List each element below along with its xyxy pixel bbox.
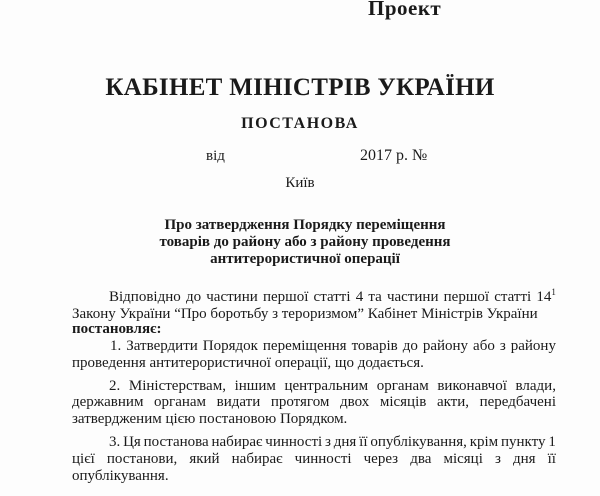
word: частини bbox=[386, 289, 439, 305]
item-2-line-1 bbox=[109, 378, 556, 395]
word: переміщення bbox=[262, 338, 347, 354]
decision-keyword: постановляє: bbox=[72, 321, 162, 337]
word: два bbox=[410, 451, 432, 467]
word: 3. bbox=[109, 434, 121, 450]
word: акти, bbox=[436, 394, 470, 410]
word: постанови, bbox=[106, 451, 178, 467]
word: з bbox=[499, 338, 506, 354]
word: з bbox=[325, 434, 331, 450]
word: $14^1$ bbox=[536, 287, 556, 305]
word: та bbox=[368, 289, 382, 305]
word: статті bbox=[313, 289, 351, 305]
word: району bbox=[510, 338, 556, 354]
word: дня bbox=[333, 434, 357, 450]
word: який bbox=[189, 451, 220, 467]
resolution-title-line-2: товарів до району або з району проведення bbox=[159, 234, 451, 250]
word: Затвердити bbox=[126, 338, 198, 354]
word: влади, bbox=[515, 378, 556, 394]
word: виконавчої bbox=[437, 378, 507, 394]
word: передбачені bbox=[479, 394, 556, 410]
word: або bbox=[473, 338, 495, 354]
word: 2. bbox=[109, 378, 121, 394]
word: чинності bbox=[265, 434, 323, 450]
word: органам bbox=[154, 394, 207, 410]
word: першої bbox=[262, 289, 309, 305]
superscript-mark: 1 bbox=[551, 287, 556, 297]
word: 4 bbox=[355, 289, 364, 305]
word: органам bbox=[376, 378, 429, 394]
word: Відповідно bbox=[109, 289, 181, 305]
word: через bbox=[363, 451, 399, 467]
word: 1. bbox=[110, 338, 122, 354]
item-3-line-2 bbox=[72, 451, 556, 468]
word: чинності bbox=[294, 451, 352, 467]
word: статті bbox=[494, 289, 532, 305]
organization-heading: КАБІНЕТ МІНІСТРІВ УКРАЇНИ bbox=[105, 74, 495, 101]
item-2-line-2 bbox=[72, 394, 556, 411]
word: до bbox=[185, 289, 202, 305]
preamble-line-1 bbox=[109, 289, 556, 306]
date-year-number: 2017 р. № bbox=[360, 147, 428, 164]
preamble-line-2-text: Закону України “Про боротьбу з тероризмом” Кабінет Міністрів України bbox=[72, 306, 538, 322]
document-type-heading: ПОСТАНОВА bbox=[241, 115, 359, 132]
word: Ця bbox=[123, 434, 141, 450]
word: частини bbox=[206, 289, 258, 305]
word: до bbox=[402, 338, 418, 354]
word: набирає bbox=[211, 434, 263, 450]
word: 1 bbox=[548, 434, 556, 450]
item-2-line-3: затвердженим цією постановою Порядком. bbox=[72, 411, 348, 427]
word: дня bbox=[512, 451, 536, 467]
word: постанова bbox=[143, 434, 209, 450]
item-3-line-3: опублікування. bbox=[72, 468, 169, 484]
word: крім bbox=[469, 434, 499, 450]
item-3-line-1 bbox=[109, 434, 556, 451]
date-prefix: від bbox=[206, 148, 225, 164]
item-1-line-1 bbox=[110, 338, 556, 355]
word: місяців bbox=[379, 394, 427, 410]
word: державним bbox=[72, 394, 144, 410]
word: району bbox=[422, 338, 469, 354]
word: першої bbox=[443, 289, 490, 305]
draft-label: Проект bbox=[368, 0, 442, 20]
word: іншим bbox=[234, 378, 276, 394]
word: цієї bbox=[72, 451, 95, 467]
preamble-line-3 bbox=[72, 321, 518, 338]
word: видати bbox=[216, 394, 261, 410]
word: опублікування, bbox=[370, 434, 467, 450]
word: двох bbox=[340, 394, 370, 410]
word: Порядок bbox=[202, 338, 258, 354]
word: товарів bbox=[351, 338, 398, 354]
word: місяці bbox=[443, 451, 483, 467]
word: її bbox=[359, 434, 368, 450]
item-1-line-2: проведення антитерористичної операції, що додається. bbox=[72, 355, 424, 371]
resolution-title-line-1: Про затвердження Порядку переміщення bbox=[164, 217, 446, 233]
word: протягом bbox=[270, 394, 330, 410]
word: її bbox=[547, 451, 556, 467]
word: центральним bbox=[284, 378, 369, 394]
word: з bbox=[494, 451, 501, 467]
resolution-title-line-3: антитерористичної операції bbox=[210, 251, 400, 267]
word: Міністерствам, bbox=[128, 378, 226, 394]
word: набирає bbox=[231, 451, 283, 467]
city-name: Київ bbox=[285, 175, 315, 191]
word: пункту bbox=[501, 434, 546, 450]
